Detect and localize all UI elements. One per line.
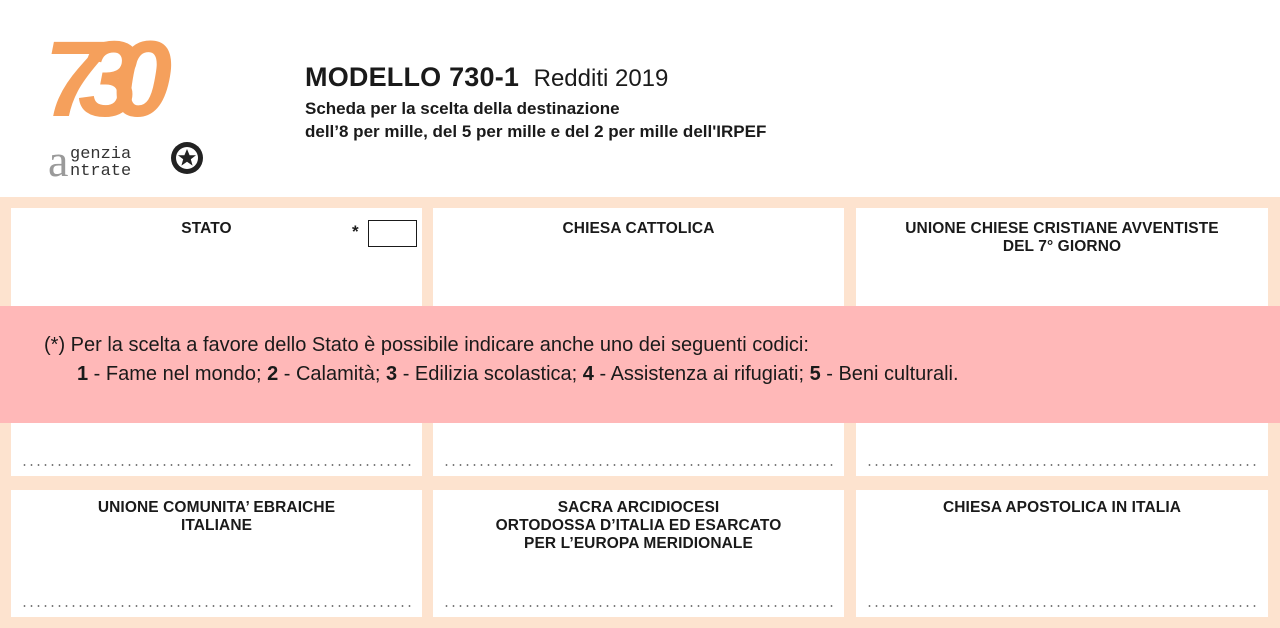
signature-line[interactable] <box>21 464 412 466</box>
republic-emblem-icon <box>171 142 203 174</box>
code-label: - Assistenza ai rifugiati; <box>593 363 810 385</box>
agency-initial: a <box>48 138 69 182</box>
code-number: 4 <box>582 363 594 385</box>
box-title-line-2: ORTODOSSA D’ITALIA ED ESARCATO <box>495 517 782 534</box>
agency-line-1: genzia <box>70 145 132 164</box>
state-code-input[interactable] <box>368 220 417 247</box>
asterisk-marker: * <box>352 222 359 241</box>
code-label: - Fame nel mondo; <box>88 363 268 385</box>
code-label: - Edilizia scolastica; <box>397 363 583 385</box>
note-codes-line <box>44 360 1280 389</box>
box-title-line-1: UNIONE CHIESE CRISTIANE AVVENTISTE <box>905 220 1219 237</box>
signature-line[interactable] <box>866 605 1258 607</box>
box-title-line-1: CHIESA APOSTOLICA IN ITALIA <box>942 499 1182 516</box>
box-title-line-1: CHIESA CATTOLICA <box>562 220 715 237</box>
signature-line[interactable] <box>443 605 834 607</box>
form-title-line <box>305 62 766 93</box>
code-label: - Beni culturali. <box>820 363 959 385</box>
state-codes-note <box>0 306 1280 423</box>
code-number: 5 <box>809 363 821 385</box>
subtitle-line-2: dell’8 per mille, del 5 per mille e del 2 per mille dell'IRPEF <box>305 122 767 141</box>
box-title-line-1: UNIONE COMUNITA’ EBRAICHE <box>97 499 336 516</box>
agenzia-entrate-logo <box>46 138 216 182</box>
code-label: - Calamità; <box>278 363 387 385</box>
agenzia-entrate-graphic <box>46 138 216 182</box>
form-year: Redditi 2019 <box>533 65 669 92</box>
box-title-line-2: ITALIANE <box>180 517 253 534</box>
signature-line[interactable] <box>866 464 1258 466</box>
note-line-1: (*) Per la scelta a favore dello Stato è possibile indicare anche uno dei seguenti codici: <box>44 334 809 356</box>
choice-box-comunita-ebraiche[interactable] <box>11 490 422 617</box>
signature-line[interactable] <box>443 464 834 466</box>
code-number: 3 <box>386 363 398 385</box>
subtitle-line-1: Scheda per la scelta della destinazione <box>305 99 620 118</box>
signature-line[interactable] <box>21 605 412 607</box>
logo-730-graphic <box>44 8 184 128</box>
form-title: MODELLO 730-1 <box>305 62 520 92</box>
box-title-line-2: DEL 7° GIORNO <box>1002 238 1122 255</box>
choice-box-arcidiocesi-ortodossa[interactable] <box>433 490 844 617</box>
form-subtitle <box>305 97 766 143</box>
code-number: 2 <box>267 363 279 385</box>
logo-730-text: 730 <box>44 18 147 128</box>
code-number: 1 <box>77 363 89 385</box>
form-header <box>305 62 766 143</box>
modello-730-logo <box>44 8 184 128</box>
box-title-line-1: STATO <box>181 220 232 237</box>
agency-line-2: ntrate <box>70 162 132 181</box>
box-title-line-3: PER L’EUROPA MERIDIONALE <box>524 535 753 552</box>
choice-box-chiesa-apostolica[interactable] <box>856 490 1268 617</box>
box-title-line-1: SACRA ARCIDIOCESI <box>557 499 720 516</box>
